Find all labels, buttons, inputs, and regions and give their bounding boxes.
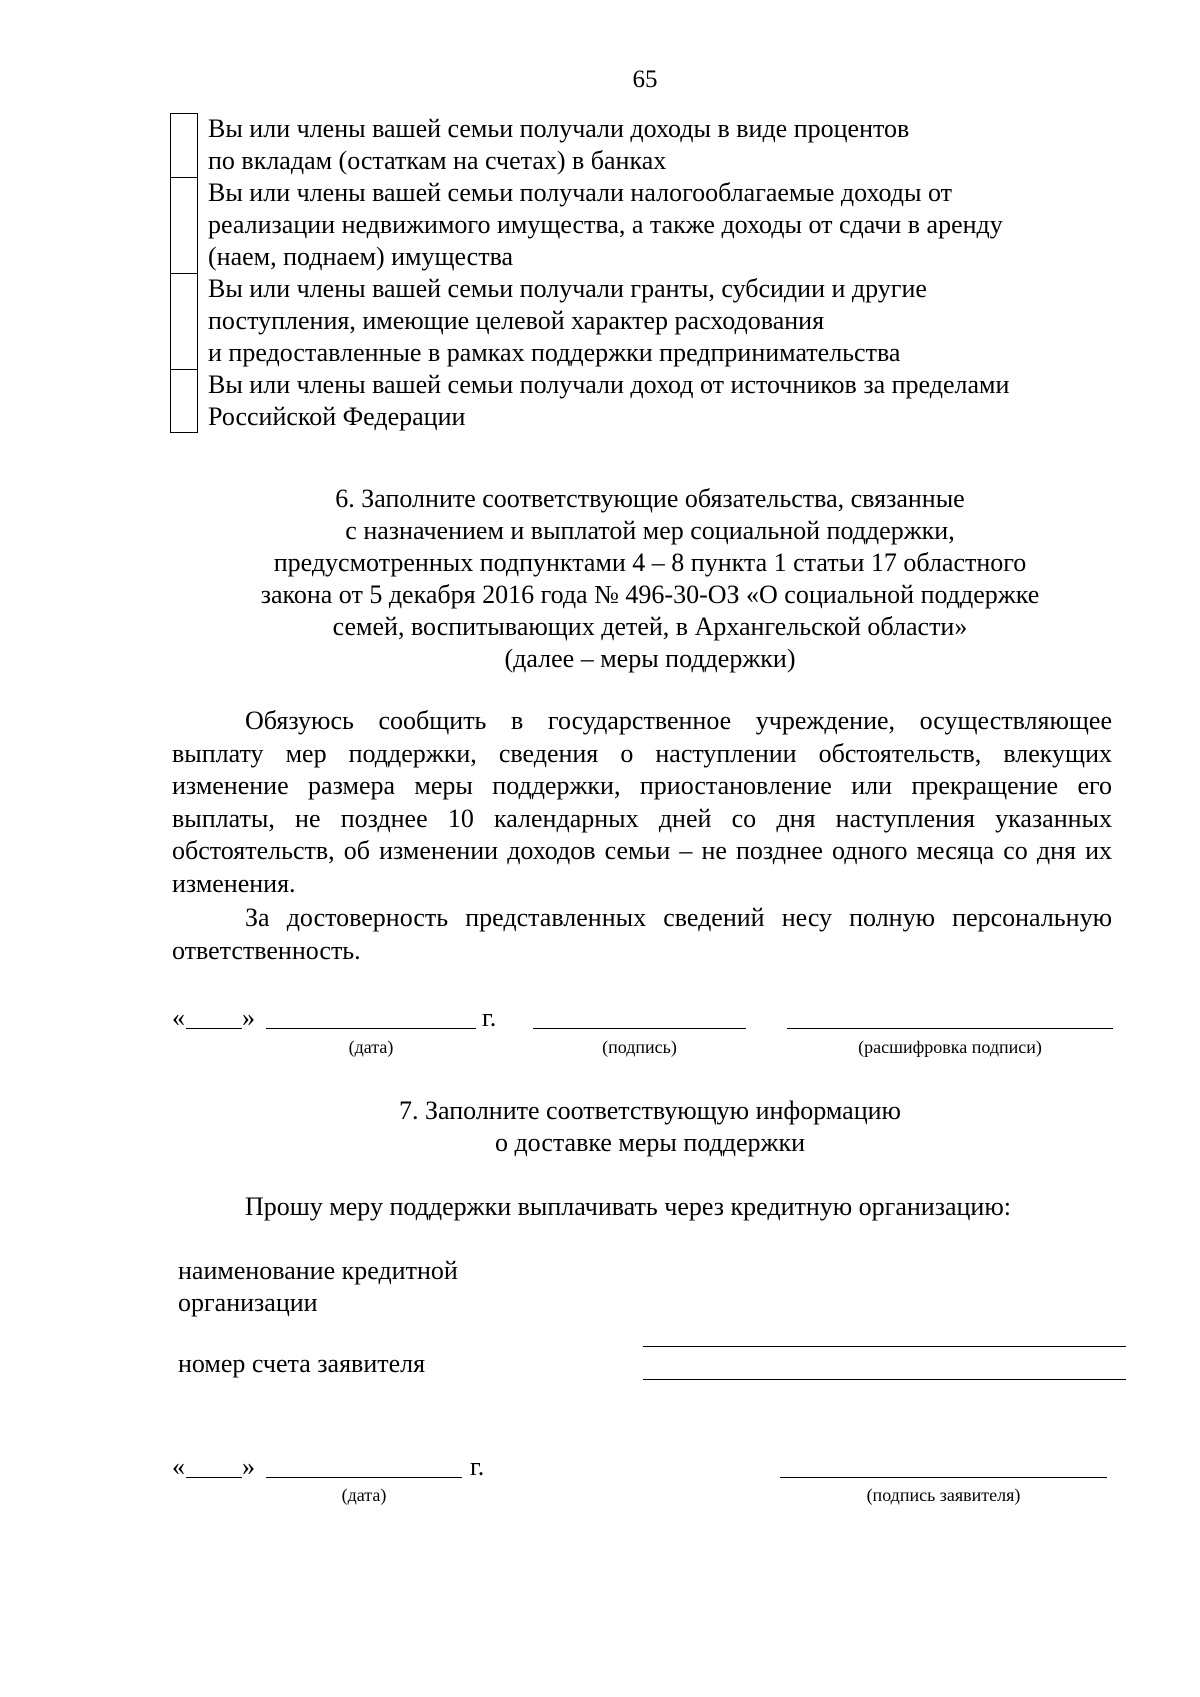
checklist-row bbox=[170, 113, 1108, 177]
date-caption: (дата) bbox=[348, 1037, 394, 1057]
close-quote: » bbox=[242, 1452, 255, 1481]
year-suffix: г. bbox=[470, 1452, 485, 1481]
checklist-row bbox=[170, 273, 1108, 369]
bank-name-field[interactable] bbox=[643, 1345, 1126, 1347]
open-quote: « bbox=[172, 1452, 185, 1481]
date-field[interactable] bbox=[266, 1027, 476, 1029]
applicant-signature-field[interactable] bbox=[780, 1476, 1107, 1478]
close-quote: » bbox=[242, 1003, 255, 1032]
account-number-field[interactable] bbox=[643, 1378, 1126, 1380]
page-number: 65 bbox=[632, 66, 658, 93]
section-6-heading: 6. Заполните соответствующие обязательства, связанные с назначением и выплатой мер социальной поддержки, предусмотренных подпунктами 4 – 8 пункта 1 статьи 17 областного закона от 5 декабря 2016 года № 496-30-ОЗ «О социальной поддержке семей, воспитывающих детей, в Архангельской области» (далее – меры поддержки) bbox=[260, 484, 1040, 673]
checklist-text: Вы или члены вашей семьи получали доход от источников за пределами Российской Федерации bbox=[208, 370, 1010, 431]
date-caption: (дата) bbox=[341, 1485, 387, 1505]
signature-caption: (подпись) bbox=[602, 1037, 677, 1057]
day-field[interactable] bbox=[186, 1476, 242, 1478]
applicant-signature-caption: (подпись заявителя) bbox=[866, 1485, 1021, 1505]
checklist-text: Вы или члены вашей семьи получали налогооблагаемые доходы от реализации недвижимого имущества, а также доходы от сдачи в аренду (наем, поднаем) имущества bbox=[208, 178, 1003, 271]
responsibility-paragraph: За достоверность представленных сведений несу полную персональную ответственность. bbox=[172, 903, 1112, 965]
checkbox[interactable] bbox=[170, 273, 198, 369]
checklist-text: Вы или члены вашей семьи получали гранты, субсидии и другие поступления, имеющие целевой характер расходования и предоставленные в рамках поддержки предпринимательства bbox=[208, 274, 927, 367]
day-field[interactable] bbox=[186, 1027, 242, 1029]
signature-decoding-field[interactable] bbox=[787, 1027, 1113, 1029]
year-suffix: г. bbox=[482, 1003, 497, 1032]
checklist-row bbox=[170, 177, 1108, 273]
checklist-row bbox=[170, 369, 1108, 433]
checklist-text: Вы или члены вашей семьи получали доходы в виде процентов по вкладам (остаткам на счетах) в банках bbox=[208, 114, 910, 175]
income-checklist bbox=[170, 113, 1108, 433]
account-number-label: номер счета заявителя bbox=[178, 1349, 426, 1378]
payment-request: Прошу меру поддержки выплачивать через кредитную организацию: bbox=[245, 1192, 1011, 1221]
open-quote: « bbox=[172, 1003, 185, 1032]
date-field[interactable] bbox=[266, 1476, 462, 1478]
section-7-heading: 7. Заполните соответствующую информацию о доставке меры поддержки bbox=[399, 1096, 901, 1157]
signature-field[interactable] bbox=[533, 1027, 746, 1029]
bank-name-label: наименование кредитной организации bbox=[178, 1256, 458, 1317]
decoding-caption: (расшифровка подписи) bbox=[858, 1037, 1042, 1057]
obligation-paragraph: Обязуюсь сообщить в государственное учреждение, осуществляющее выплату мер поддержки, сведения о наступлении обстоятельств, влекущих изменение размера меры поддержки, приостановление или прекращение его выплаты, не позднее 10 календарных дней со дня наступления указанных обстоятельств, об изменении доходов семьи – не позднее одного месяца со дня их изменения. bbox=[172, 706, 1112, 898]
checkbox[interactable] bbox=[170, 369, 198, 433]
checkbox[interactable] bbox=[170, 113, 198, 177]
checkbox[interactable] bbox=[170, 177, 198, 273]
